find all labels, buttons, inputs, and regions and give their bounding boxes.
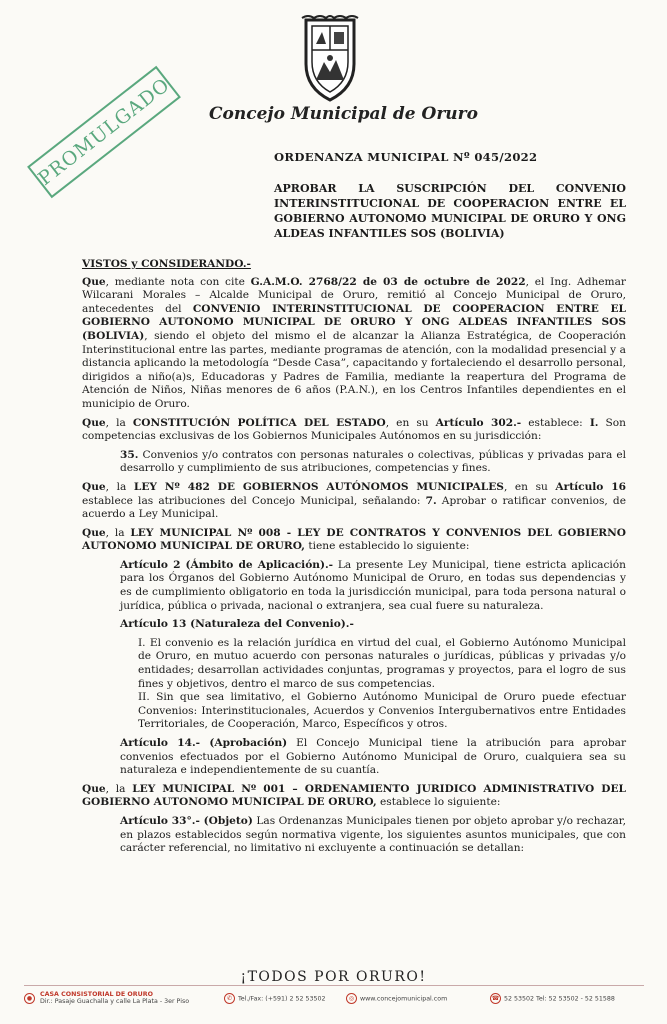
phone-icon: ☎ <box>491 995 500 1002</box>
promulgated-stamp: PROMULGADO <box>27 66 181 198</box>
paragraph-law-482: Que, la LEY Nº 482 DE GOBIERNOS AUTÓNOMOS MUNICIPALES, en su Artículo 16 establece las atribuciones del Concejo Municipal, señalando: 7. Aprobar o ratificar convenios, de acuerdo a Ley Municipal. <box>82 480 626 521</box>
article-33: Artículo 33°.- (Objeto) Las Ordenanzas Municipales tienen por objeto aprobar y/o rechazar, en plazos establecidos según normativa vigente, los siguientes asuntos municipales, que con carácter referencial, no limitativo ni excluyente a continuación se detallan: <box>120 814 626 855</box>
footer-slogan: ¡TODOS POR ORURO! <box>0 969 667 985</box>
globe-icon: ◎ <box>346 993 357 1004</box>
fax-icon: ✆ <box>224 993 235 1004</box>
ordinance-title: ORDENANZA MUNICIPAL Nº 045/2022 <box>274 150 538 164</box>
document-body <box>82 258 626 861</box>
municipal-coat-of-arms-icon <box>298 14 362 106</box>
footer-phones: ☎ 52 53502 Tel: 52 53502 - 52 51588 <box>491 995 615 1003</box>
paragraph-law-001: Que, la LEY MUNICIPAL Nº 001 – ORDENAMIENTO JURIDICO ADMINISTRATIVO DEL GOBIERNO AUTONOMO MUNICIPAL DE ORURO, establece lo siguiente: <box>82 782 626 809</box>
article-2: Artículo 2 (Ámbito de Aplicación).- La presente Ley Municipal, tiene estricta aplicación para los Órganos del Gobierno Autónomo Municipal de Oruro, en todas sus dependencias y es de cumplimiento obligatorio en toda la jurisdicción municipal, para toda persona natural o jurídica, pública o privada, nacional o extranjera, sea cual fuere su naturaleza. <box>120 558 626 612</box>
footer-website[interactable]: ◎ www.concejomunicipal.com <box>346 993 447 1004</box>
section-heading: VISTOS y CONSIDERANDO.- <box>82 258 251 270</box>
ordinance-subject: APROBAR LA SUSCRIPCIÓN DEL CONVENIO INTERINSTITUCIONAL DE COOPERACION ENTRE EL GOBIERNO AUTONOMO MUNICIPAL DE ORURO Y ONG ALDEAS INFANTILES SOS (BOLIVIA) <box>274 182 626 240</box>
location-pin-icon: ● <box>24 993 35 1004</box>
footer-telfax: ✆ Tel./Fax: (+591) 2 52 53502 <box>224 993 326 1004</box>
article-13-part-i: I. El convenio es la relación jurídica en virtud del cual, el Gobierno Autónomo Municipal de Oruro, en mutuo acuerdo con personas naturales o jurídicas, públicas y privadas y/o entidades; desarrollan actividades conjuntas, programas y proyectos, para el logro de sus fines y objetivos, dentro el marco de sus competencias. <box>138 636 626 690</box>
paragraph-note: Que, mediante nota con cite G.A.M.O. 2768/22 de 03 de octubre de 2022, el Ing. Adhemar Wilcarani Morales – Alcalde Municipal de Oruro, remitió al Concejo Municipal de Oruro, antecedentes del CONVENIO INTERINSTITUCIONAL DE COOPERACION ENTRE EL GOBIERNO AUTONOMO MUNICIPAL DE ORURO Y ONG ALDEAS INFANTILES SOS (BOLIVIA), siendo el objeto del mismo el de alcanzar la Alianza Estratégica, de Cooperación Interinstitucional entre las partes, mediante programas de atención, con la modalidad presencial y a distancia aplicando la metodología “Desde Casa”, capacitando y fortaleciendo el desarrollo personal, dirigidos a niño(a)s, Educadoras y Padres de Familia, mediante la reapertura del Programa de Atención de Niños, Niñas menores de 6 años (P.A.N.), en los Centros Infantiles dependientes en el municipio de Oruro. <box>82 275 626 410</box>
paragraph-constitution: Que, la CONSTITUCIÓN POLÍTICA DEL ESTADO, en su Artículo 302.- establece: I. Son competencias exclusivas de los Gobiernos Municipales Autónomos en su jurisdicción: <box>82 416 627 443</box>
article-13-title: Artículo 13 (Naturaleza del Convenio).- <box>120 618 354 631</box>
council-name: Concejo Municipal de Oruro <box>209 104 478 124</box>
article-13-part-ii: II. Sin que sea limitativo, el Gobierno Autónomo Municipal de Oruro puede efectuar Convenios: Interinstitucionales, Acuerdos y Convenios Intergubernativos entre Entidades Territoriales, de Cooperación, Marco, Específicos y otros. <box>138 691 626 731</box>
footer-address: ● CASA CONSISTORIAL DE ORURO Dir.: Pasaje Guachalla y calle La Plata - 3er Piso <box>24 991 189 1005</box>
footer-divider <box>24 985 644 986</box>
article-14: Artículo 14.- (Aprobación) El Concejo Municipal tiene la atribución para aprobar convenios efectuados por el Gobierno Autónomo Municipal de Oruro, cualquiera sea su naturaleza e independientemente de su cuantía. <box>120 737 627 777</box>
paragraph-law-008: Que, la LEY MUNICIPAL Nº 008 - LEY DE CONTRATOS Y CONVENIOS DEL GOBIERNO AUTONOMO MUNICIPAL DE ORURO, tiene establecido lo siguiente: <box>82 526 627 553</box>
constitution-item-35: 35. Convenios y/o contratos con personas naturales o colectivas, públicas y privadas para el desarrollo y cumplimiento de sus atribuciones, competencias y fines. <box>120 448 626 475</box>
